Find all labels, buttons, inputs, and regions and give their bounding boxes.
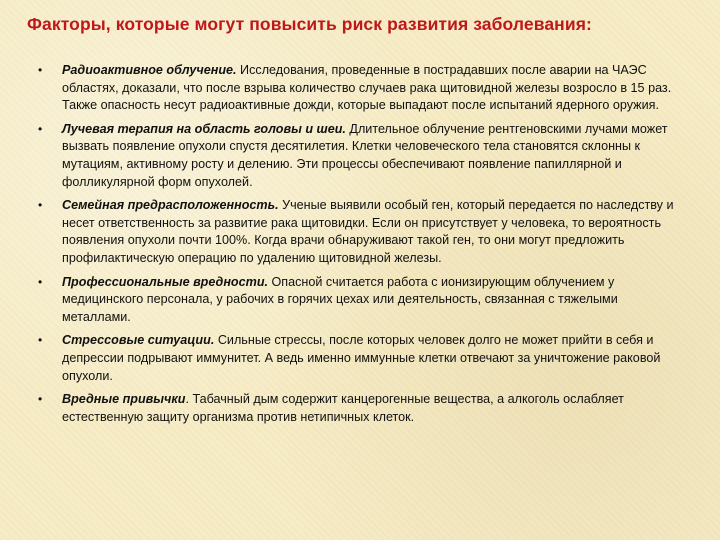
factor-term: Радиоактивное облучение. <box>62 63 237 77</box>
bullet-icon: • <box>38 333 43 348</box>
bullet-icon: • <box>38 121 43 136</box>
bullet-icon: • <box>38 63 43 77</box>
bullet-icon: • <box>38 274 43 289</box>
factor-description: Исследования, проведенные в пострадавших после аварии на ЧАЭС областях, доказали, что после взрыва количество случаев рака щитовидной железы возросло в 15 раз. Также опасность несут радиоактивные дожди, которые выпадают после испытаний ядерного оружия. <box>62 63 672 113</box>
bullet-icon: • <box>38 392 43 407</box>
factor-description: Опасной считается работа с ионизирующим облучением у медицинского персонала, у рабочих в горячих цехах или деятельность, связанная с тяжелыми металлами. <box>62 274 618 324</box>
list-item <box>38 332 678 385</box>
factor-term: Стрессовые ситуации. <box>62 333 215 348</box>
factor-term: Профессиональные вредности. <box>62 274 269 289</box>
factor-term: Семейная предрасположенность. <box>62 198 279 213</box>
list-item <box>38 274 678 327</box>
slide-title: Факторы, которые могут повысить риск развития заболевания: <box>27 14 592 34</box>
factor-description: Сильные стрессы, после которых человек долго не может прийти в себя и депрессии подрывают иммунитет. А ведь именно иммунные клетки отвечают за уничтожение раковой опухоли. <box>62 333 661 383</box>
factor-term: Вредные привычки <box>62 392 186 407</box>
list-item <box>38 391 678 426</box>
factor-term: Лучевая терапия на область головы и шеи. <box>62 121 346 136</box>
factor-description: Ученые выявили особый ген, который передается по наследству и несет ответственность за развитие рака щитовидки. Если он присутствует у человека, то вероятность появления опухоли почти 100%. Когда врачи обнаруживают такой ген, то они могут предложить профилактическую операцию по удалению щитовидной железы. <box>62 198 674 265</box>
risk-factor-list <box>38 62 678 432</box>
factor-description: Длительное облучение рентгеновскими лучами может вызвать появление опухоли спустя десятилетия. Клетки человеческого тела становятся склонны к мутациям, активному росту и делению. Эти процессы обеспечивают появление папиллярной и фолликулярной форм опухолей. <box>62 121 668 189</box>
list-item <box>38 197 678 267</box>
factor-description: . Табачный дым содержит канцерогенные вещества, а алкоголь ослабляет естественную защиту организма против нетипичных клеток. <box>62 392 624 424</box>
list-item <box>38 62 678 115</box>
list-item <box>38 121 678 191</box>
bullet-icon: • <box>38 198 43 213</box>
